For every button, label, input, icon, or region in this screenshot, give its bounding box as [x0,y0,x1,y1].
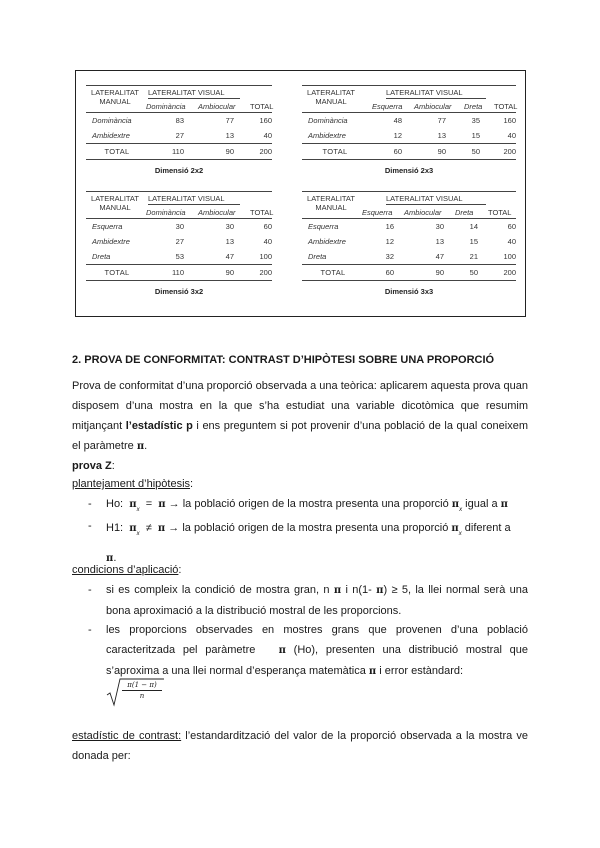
hypothesis-heading: plantejament d’hipòtesis: [72,478,194,490]
table-row: Dominància 48 77 35 160 [308,116,516,125]
table-caption: Dimensió 3x3 [384,287,434,296]
subcol: Ambiocular [414,102,452,111]
table-caption: Dimensió 3x2 [154,287,204,296]
table-body [302,218,516,281]
table-row: Ambidextre 12 13 15 40 [308,237,516,246]
subcol: Dominància [146,102,186,111]
bullet-dash: - [88,624,92,636]
conditions-heading: condicions d’aplicació: [72,564,182,576]
subcol: Dominància [146,208,186,217]
subcol: Ambiocular [198,102,236,111]
bullet-dash: - [88,520,92,532]
subcol: Ambiocular [404,208,442,217]
table-body [86,112,272,160]
test-statistic-paragraph: estadístic de contrast: l’estandardització del valor de la proporció observada a la mostra ve donada per: [72,730,528,762]
col-header: LATERALITAT VISUAL [386,88,486,99]
formula-numerator: π(1 − π) [122,680,162,691]
table-caption: Dimensió 2x3 [384,166,434,175]
prova-z-label: prova Z: [72,460,115,472]
section-heading: 2. PROVA DE CONFORMITAT: CONTRAST D’HIPÒTESI SOBRE UNA PROPORCIÓ [72,354,495,366]
row-header: LATERALITAT MANUAL [91,194,139,212]
condition-1: si es compleix la condició de mostra gran, n π i n(1- π) ≥ 5, la llei normal serà una bona aproximació a la distribució mostral de les proporcions. [106,584,529,617]
row-header: LATERALITAT MANUAL [91,88,139,106]
table-row: Ambidextre 12 13 15 40 [308,131,516,140]
col-header: LATERALITAT VISUAL [148,88,240,99]
table-row: Dreta 53 47 100 [92,252,272,261]
hypothesis-h1: H1: $\pi_x \ne \pi$ → la població origen de la mostra presenta una proporció $\pi_x$ diferent a π. [106,522,511,564]
table-row-total: TOTAL 60 90 50 200 [302,144,516,160]
formula-fraction [122,680,162,701]
table-row: Ambidextre 27 13 40 [92,131,272,140]
row-header: LATERALITAT MANUAL [307,88,355,106]
subcol: TOTAL [250,208,274,217]
table-row: Dreta 32 47 21 100 [308,252,516,261]
table-row: Esquerra 30 30 60 [92,222,272,231]
table-row-total: TOTAL 110 90 200 [86,144,272,160]
table-body [86,218,272,281]
table-row: Ambidextre 27 13 40 [92,237,272,246]
table-row-total: TOTAL 110 90 200 [86,265,272,281]
subcol: Ambiocular [198,208,236,217]
col-header: LATERALITAT VISUAL [148,194,240,205]
table-3x3 [302,191,516,296]
row-header: LATERALITAT MANUAL [307,194,355,212]
condition-2: les proporcions observades en mostres grans que provenen d’una població caracteritzada pel paràmetre π (Ho), presenten una distribució mostral que s’aproxima a una llei normal d’esperança matemàtica π i error estàndard: [106,624,528,677]
bullet-dash: - [88,498,92,510]
subcol: Dreta [464,102,483,111]
subcol: Esquerra [372,102,403,111]
table-3x2 [86,191,272,296]
table-2x3 [302,85,516,175]
hypothesis-ho: Ho: $\pi_x = \pi$ → la població origen de la mostra presenta una proporció $\pi_x$ igual a π [106,498,508,513]
bullet-dash: - [88,584,92,596]
subcol: Dreta [455,208,474,217]
subcol: TOTAL [250,102,274,111]
subcol: TOTAL [494,102,518,111]
table-row-total: TOTAL 60 90 50 200 [302,265,516,281]
formula-denominator: n [139,692,145,700]
intro-paragraph: Prova de conformitat d’una proporció observada a una teòrica: aplicarem aquesta prova quan disposem d’una mostra en la que s’ha estudiat una variable dicotòmica que resumim mitjançant l’estadístic p i ens preguntem si pot provenir d’una població de la qual coneixem el paràmetre π. [72,380,528,452]
table-2x2 [86,85,272,175]
subcol: Esquerra [362,208,393,217]
subcol: TOTAL [488,208,512,217]
table-caption: Dimensió 2x2 [154,166,204,175]
col-header: LATERALITAT VISUAL [386,194,486,205]
table-row: Dominància 83 77 160 [92,116,272,125]
table-row: Esquerra 16 30 14 60 [308,222,516,231]
table-body [302,112,516,160]
contingency-tables-figure [75,70,526,317]
